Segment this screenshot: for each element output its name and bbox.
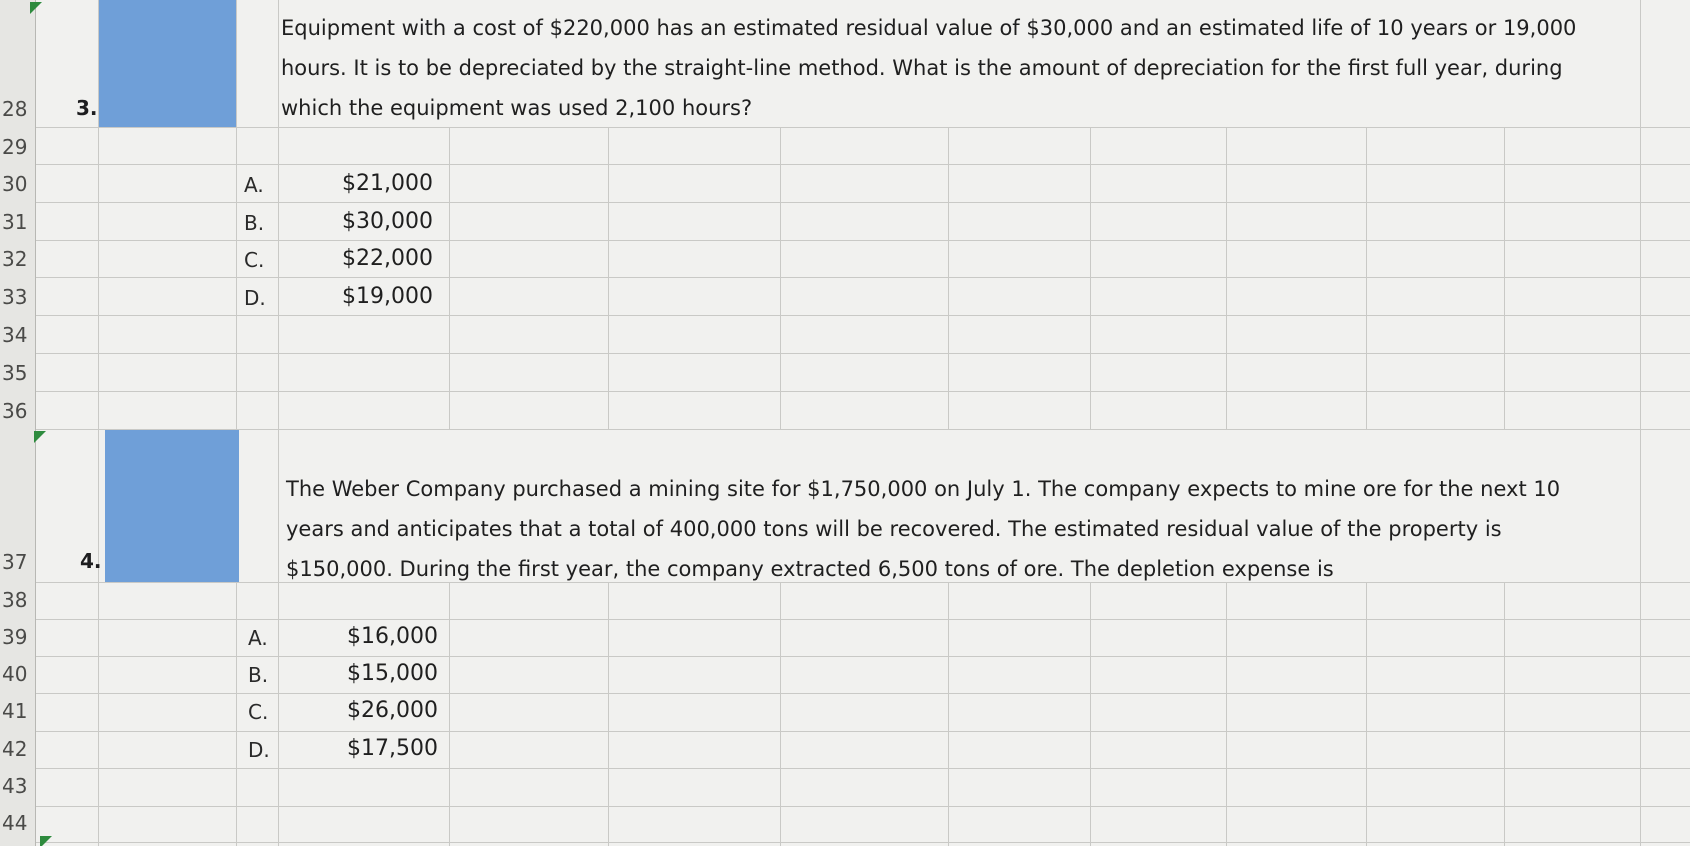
row-divider (36, 353, 1690, 354)
row-number[interactable]: 34 (2, 323, 28, 347)
question-number: 3. (76, 96, 98, 120)
question-number: 4. (80, 549, 102, 573)
option-letter: A. (248, 626, 268, 650)
row-number[interactable]: 35 (2, 361, 28, 385)
row-number[interactable]: 41 (2, 699, 28, 723)
row-number[interactable]: 38 (2, 588, 28, 612)
row-number[interactable]: 32 (2, 247, 28, 271)
row-divider (36, 842, 1690, 843)
row-number[interactable]: 30 (2, 172, 28, 196)
option-amount: $26,000 (347, 698, 438, 723)
option-letter: C. (244, 248, 265, 272)
comment-marker-icon[interactable] (30, 2, 42, 14)
option-amount: $15,000 (347, 661, 438, 686)
question-line: which the equipment was used 2,100 hours? (281, 96, 753, 120)
row-divider (36, 768, 1690, 769)
row-number[interactable]: 36 (2, 399, 28, 423)
option-amount: $17,500 (347, 736, 438, 761)
row-divider (36, 202, 1690, 203)
option-amount: $19,000 (342, 284, 433, 309)
row-divider (36, 693, 1690, 694)
selected-cell[interactable] (105, 430, 239, 582)
row-number[interactable]: 31 (2, 210, 28, 234)
row-number[interactable]: 43 (2, 774, 28, 798)
question-line: hours. It is to be depreciated by the straight-line method. What is the amount of depreciation for the first full year, during (281, 56, 1563, 80)
row-number[interactable]: 33 (2, 285, 28, 309)
option-letter: D. (244, 286, 266, 310)
question-line: $150,000. During the first year, the company extracted 6,500 tons of ore. The depletion expense is (286, 557, 1334, 581)
comment-marker-icon[interactable] (34, 431, 46, 443)
row-divider (36, 656, 1690, 657)
question-line: Equipment with a cost of $220,000 has an estimated residual value of $30,000 and an estimated life of 10 years or 19,000 (281, 16, 1577, 40)
option-amount: $21,000 (342, 171, 433, 196)
row-divider (36, 806, 1690, 807)
row-divider (36, 315, 1690, 316)
row-number[interactable]: 40 (2, 662, 28, 686)
row-divider (36, 277, 1690, 278)
option-letter: C. (248, 700, 269, 724)
option-letter: B. (248, 663, 269, 687)
row-divider (36, 240, 1690, 241)
option-letter: D. (248, 738, 270, 762)
option-letter: B. (244, 211, 265, 235)
question-line: The Weber Company purchased a mining site for $1,750,000 on July 1. The company expects to mine ore for the next 10 (286, 477, 1561, 501)
option-amount: $16,000 (347, 624, 438, 649)
selected-cell[interactable] (99, 0, 236, 127)
row-number[interactable]: 39 (2, 625, 28, 649)
row-number[interactable]: 37 (2, 550, 28, 574)
row-number[interactable]: 29 (2, 135, 28, 159)
row-number[interactable]: 44 (2, 811, 28, 835)
row-divider (36, 619, 1690, 620)
comment-marker-icon[interactable] (40, 836, 52, 846)
row-divider (36, 164, 1690, 165)
option-amount: $22,000 (342, 246, 433, 271)
question-text (281, 8, 1651, 128)
question-text (286, 469, 1646, 589)
row-divider (36, 731, 1690, 732)
option-amount: $30,000 (342, 209, 433, 234)
option-letter: A. (244, 173, 264, 197)
question-line: years and anticipates that a total of 400,000 tons will be recovered. The estimated residual value of the property is (286, 517, 1502, 541)
row-number[interactable]: 42 (2, 737, 28, 761)
row-number[interactable]: 28 (2, 97, 28, 121)
row-divider (36, 391, 1690, 392)
